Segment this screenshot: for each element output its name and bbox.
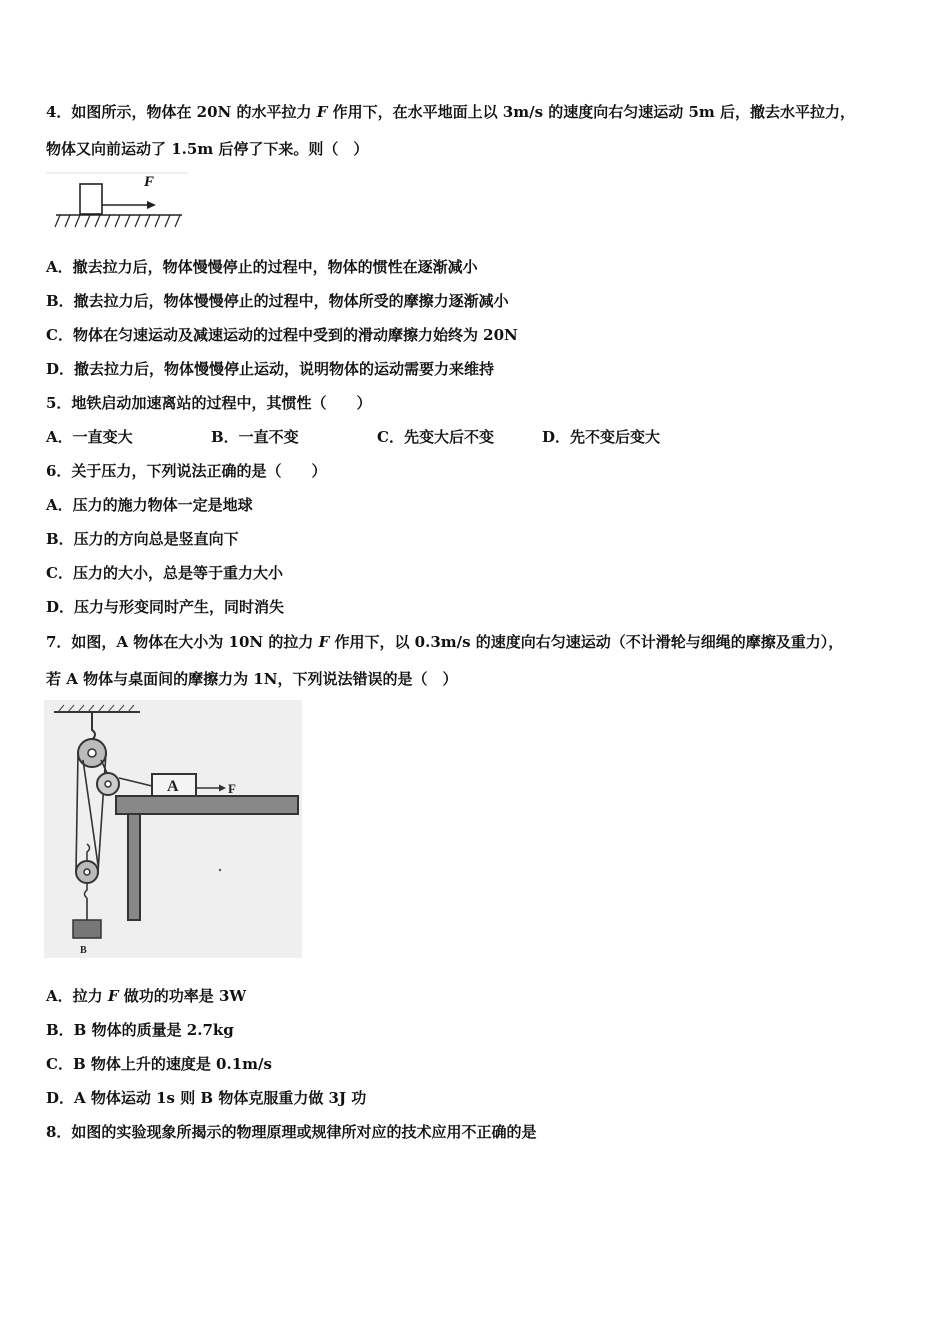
q5-option-c: C．先变大后不变: [377, 428, 494, 446]
q5-option-a: A．一直变大: [46, 428, 133, 446]
q6-option-c: C．压力的大小，总是等于重力大小: [46, 564, 283, 582]
q7-option-b: B．B 物体的质量是 2.7kg: [46, 1021, 234, 1039]
q7-option-a-symbol: F: [107, 987, 119, 1005]
q4-figure: [46, 172, 191, 232]
q5-stem: 5．地铁启动加速离站的过程中，其惯性（ ）: [46, 394, 372, 412]
q4-stem-line2: 物体又向前运动了 1.5m 后停了下来。则（ ）: [46, 140, 369, 158]
q7-block-a-label: A: [167, 778, 179, 795]
q5-option-d: D．先不变后变大: [542, 428, 661, 446]
q4-option-d: D．撤去拉力后，物体慢慢停止运动，说明物体的运动需要力来维持: [46, 360, 495, 378]
q7-figure: [44, 700, 302, 958]
q4-option-b: B．撤去拉力后，物体慢慢停止的过程中，物体所受的摩擦力逐渐减小: [46, 292, 509, 310]
q5-options: [46, 427, 746, 447]
q7-table-top: [116, 796, 298, 814]
q7-option-d: D．A 物体运动 1s 则 B 物体克服重力做 3J 功: [46, 1089, 367, 1107]
q7-stem-line2: 若 A 物体与桌面间的摩擦力为 1N，下列说法错误的是（ ）: [46, 670, 458, 688]
q7-block-b: [73, 920, 101, 938]
q7-option-c: C．B 物体上升的速度是 0.1m/s: [46, 1055, 272, 1073]
q6-option-a: A．压力的施力物体一定是地球: [46, 496, 253, 514]
q4-force-symbol: F: [316, 103, 328, 121]
q4-option-c: C．物体在匀速运动及减速运动的过程中受到的滑动摩擦力始终为 20N: [46, 326, 518, 344]
q6-option-d: D．压力与形变同时产生，同时消失: [46, 598, 285, 616]
q7-stem-line1: 7．如图，A 物体在大小为 10N 的拉力 F 作用下，以 0.3m/s 的速度向右匀速运动（不计滑轮与细绳的摩擦及重力），: [46, 633, 844, 651]
q4-stem-line1: 4．如图所示，物体在 20N 的水平拉力 F 作用下，在水平地面上以 3m/s 的速度向右匀速运动 5m 后，撤去水平拉力，: [46, 103, 856, 121]
q4-figure-force-label: F: [144, 174, 155, 190]
q7-force-symbol: F: [318, 633, 330, 651]
q5-option-b: B．一直不变: [211, 428, 299, 446]
q4-block: [80, 184, 102, 214]
q7-table-leg: [128, 814, 140, 920]
q6-option-b: B．压力的方向总是竖直向下: [46, 530, 239, 548]
q4-option-a: A．撤去拉力后，物体慢慢停止的过程中，物体的惯性在逐渐减小: [46, 258, 478, 276]
q7-block-b-label: B: [80, 945, 87, 956]
q7-force-label: F: [228, 781, 236, 796]
q8-stem: 8．如图的实验现象所揭示的物理原理或规律所对应的技术应用不正确的是: [46, 1123, 537, 1141]
q6-stem: 6．关于压力，下列说法正确的是（ ）: [46, 462, 327, 480]
q7-option-a: A．拉力 F 做功的功率是 3W: [46, 987, 247, 1005]
